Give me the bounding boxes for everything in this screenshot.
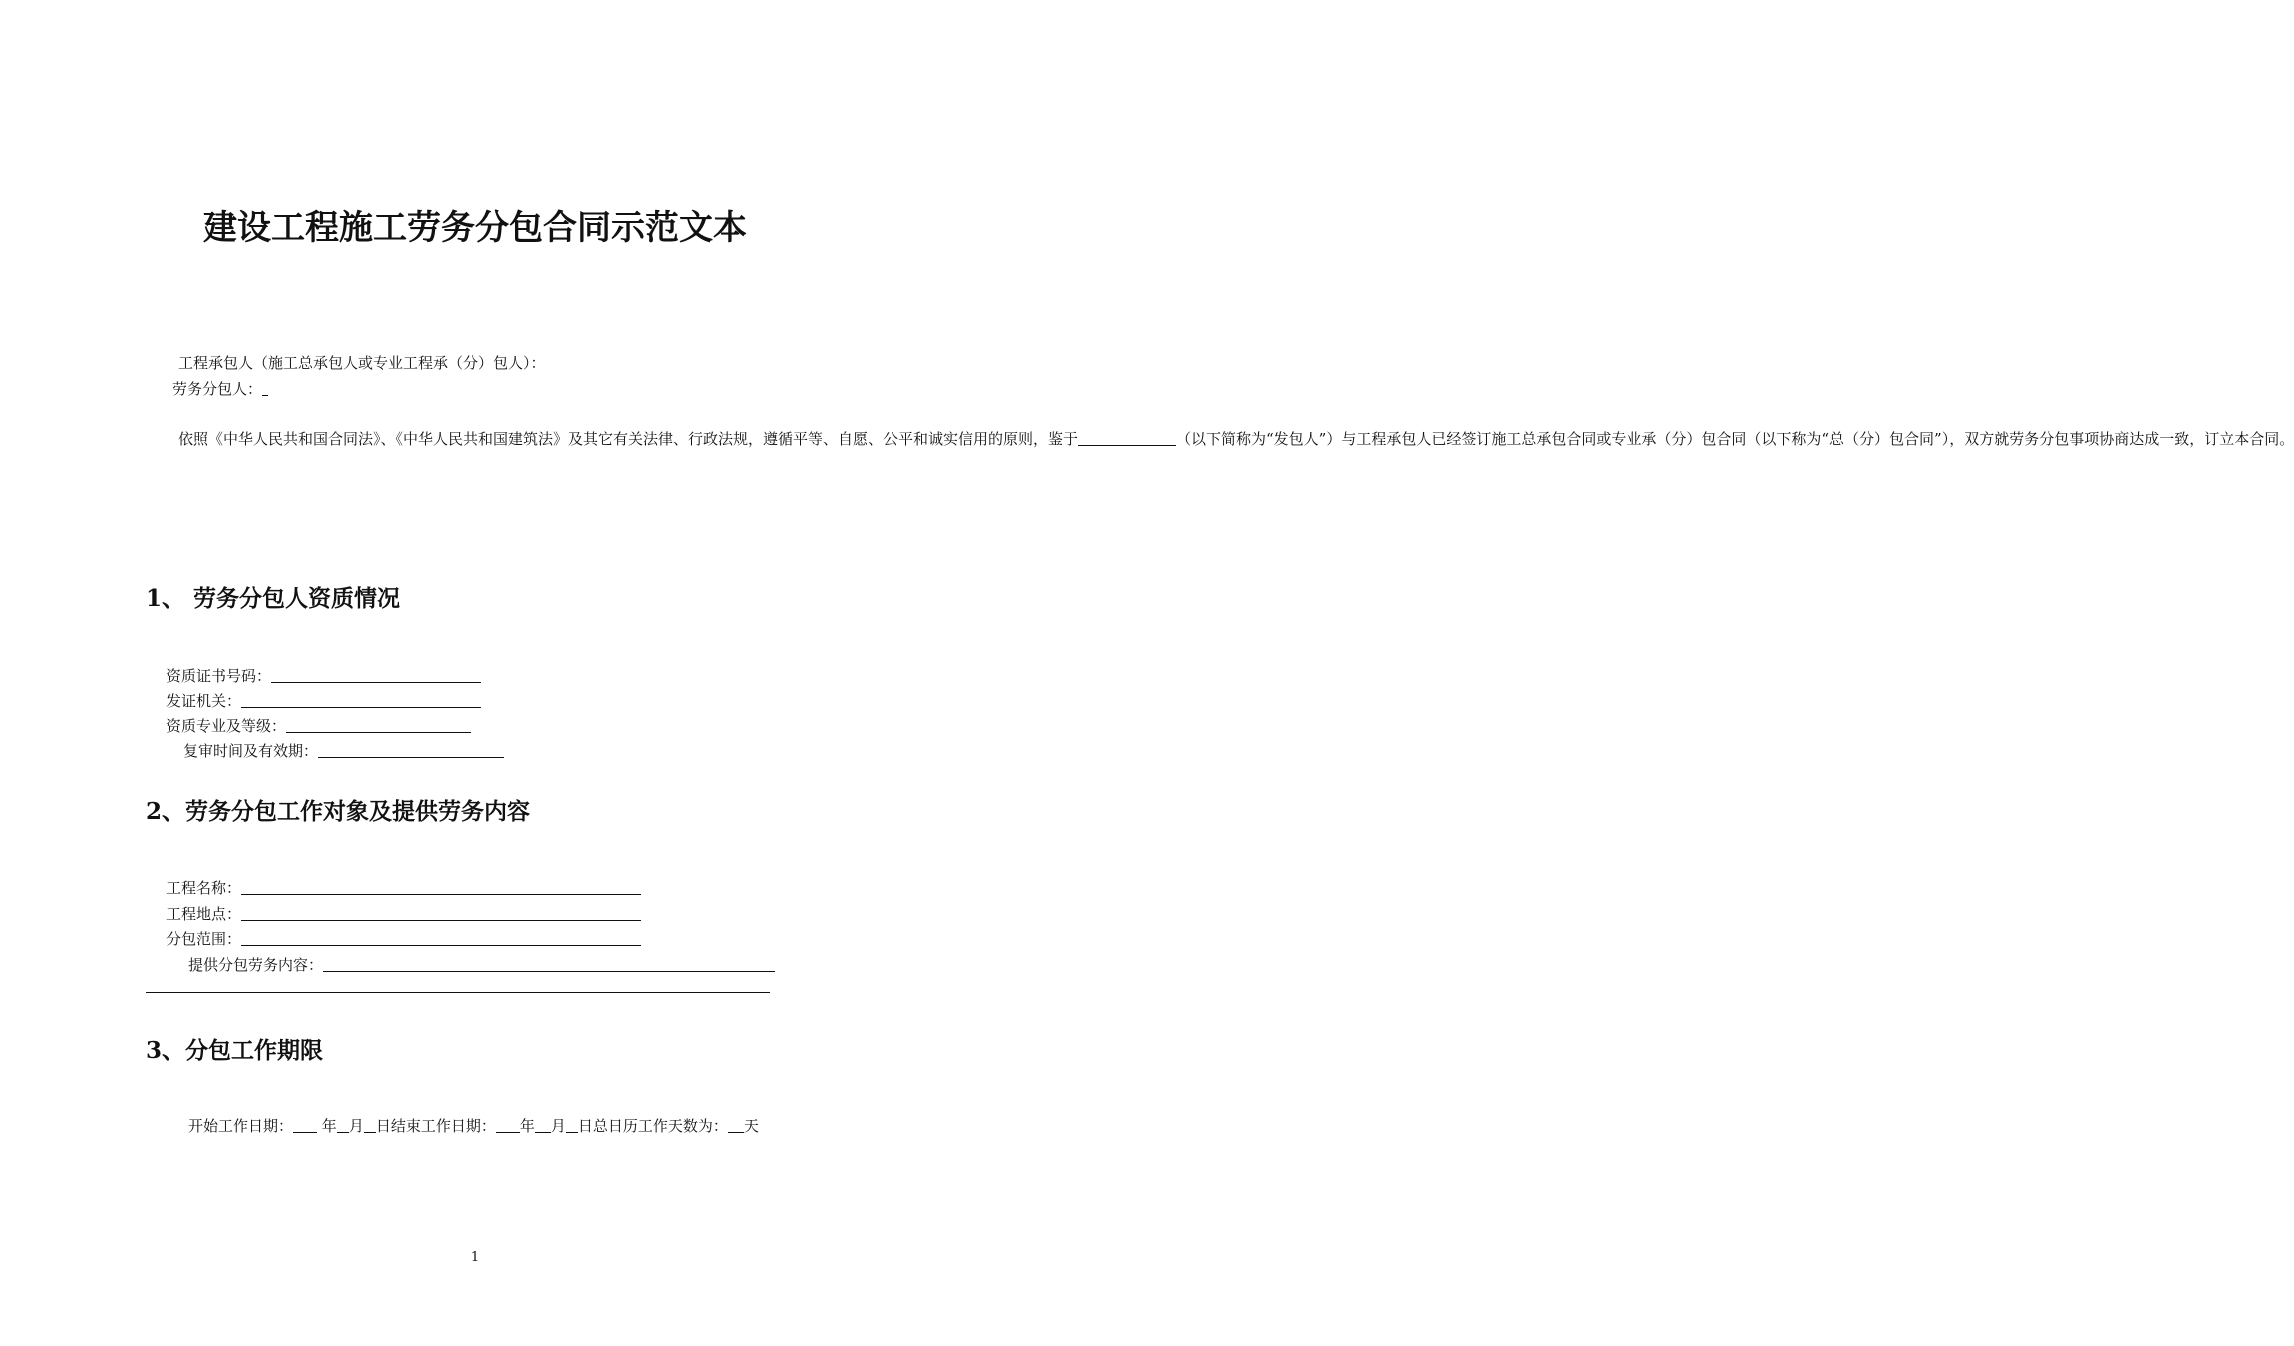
subcontractor-field [172,376,268,402]
intro-text-2: （以下简称为“发包人”）与工程承包人已经签订施工总承包合同或专业承（分）包合同（以下称为“总（分）包合同”），双方就劳务分包事项协商达成一致，订立本合同。 [1176,430,2294,448]
days-unit: 天 [743,1117,759,1135]
cert-no-blank[interactable] [271,666,481,683]
project-name-blank[interactable] [241,878,641,895]
start-day-blank[interactable] [364,1116,376,1133]
start-date-label: 开始工作日期： [188,1117,294,1135]
project-location-blank[interactable] [241,904,641,921]
issuer-blank[interactable] [241,691,481,708]
project-name-label: 工程名称： [166,879,242,897]
page-number: 1 [470,1250,480,1265]
total-days-blank[interactable] [728,1116,744,1133]
intro-paragraph [146,425,2294,453]
end-date-label: 日结束工作日期： [375,1117,496,1135]
section3-heading: 3、分包工作期限 [146,1037,324,1064]
review-field [183,738,504,764]
section2-heading: 2、劳务分包工作对象及提供劳务内容 [146,798,531,825]
cert-no-label: 资质证书号码： [166,667,272,685]
end-year-label: 年 [519,1117,535,1135]
document-title: 建设工程施工劳务分包合同示范文本 [203,208,747,248]
intro-text-1: 依照《中华人民共和国合同法》、《中华人民共和国建筑法》及其它有关法律、行政法规，遵循平等、自愿、公平和诚实信用的原则，鉴于 [178,430,1079,448]
end-day-blank[interactable] [566,1116,578,1133]
end-year-blank[interactable] [496,1116,520,1133]
contractor-label: 工程承包人（施工总承包人或专业工程承（分）包人）： [178,354,546,372]
project-name-field [166,875,641,901]
scope-label: 分包范围： [166,930,242,948]
contractor-field [178,350,546,376]
start-month-label: 月 [348,1117,364,1135]
project-location-label: 工程地点： [166,905,242,923]
content-continuation-line[interactable] [146,992,770,993]
scope-blank[interactable] [241,929,641,946]
start-month-blank[interactable] [337,1116,349,1133]
content-label: 提供分包劳务内容： [188,956,324,974]
subcontractor-blank[interactable] [262,379,268,396]
period-field [188,1113,759,1139]
review-blank[interactable] [318,741,504,758]
start-year-blank[interactable] [293,1116,317,1133]
start-year-label: 年 [321,1117,337,1135]
scope-field [166,926,641,952]
employer-blank[interactable] [1078,429,1176,446]
issuer-field [166,688,481,714]
grade-label: 资质专业及等级： [166,717,287,735]
project-location-field [166,901,641,927]
subcontractor-label: 劳务分包人： [172,380,263,398]
end-month-label: 月 [550,1117,566,1135]
review-label: 复审时间及有效期： [183,742,319,760]
grade-field [166,713,471,739]
section1-heading: 1、 劳务分包人资质情况 [146,585,401,612]
grade-blank[interactable] [286,716,471,733]
content-field [188,952,775,978]
issuer-label: 发证机关： [166,692,242,710]
cert-no-field [166,663,481,689]
total-days-label: 日总日历工作天数为： [577,1117,728,1135]
end-month-blank[interactable] [535,1116,551,1133]
content-blank[interactable] [323,955,775,972]
